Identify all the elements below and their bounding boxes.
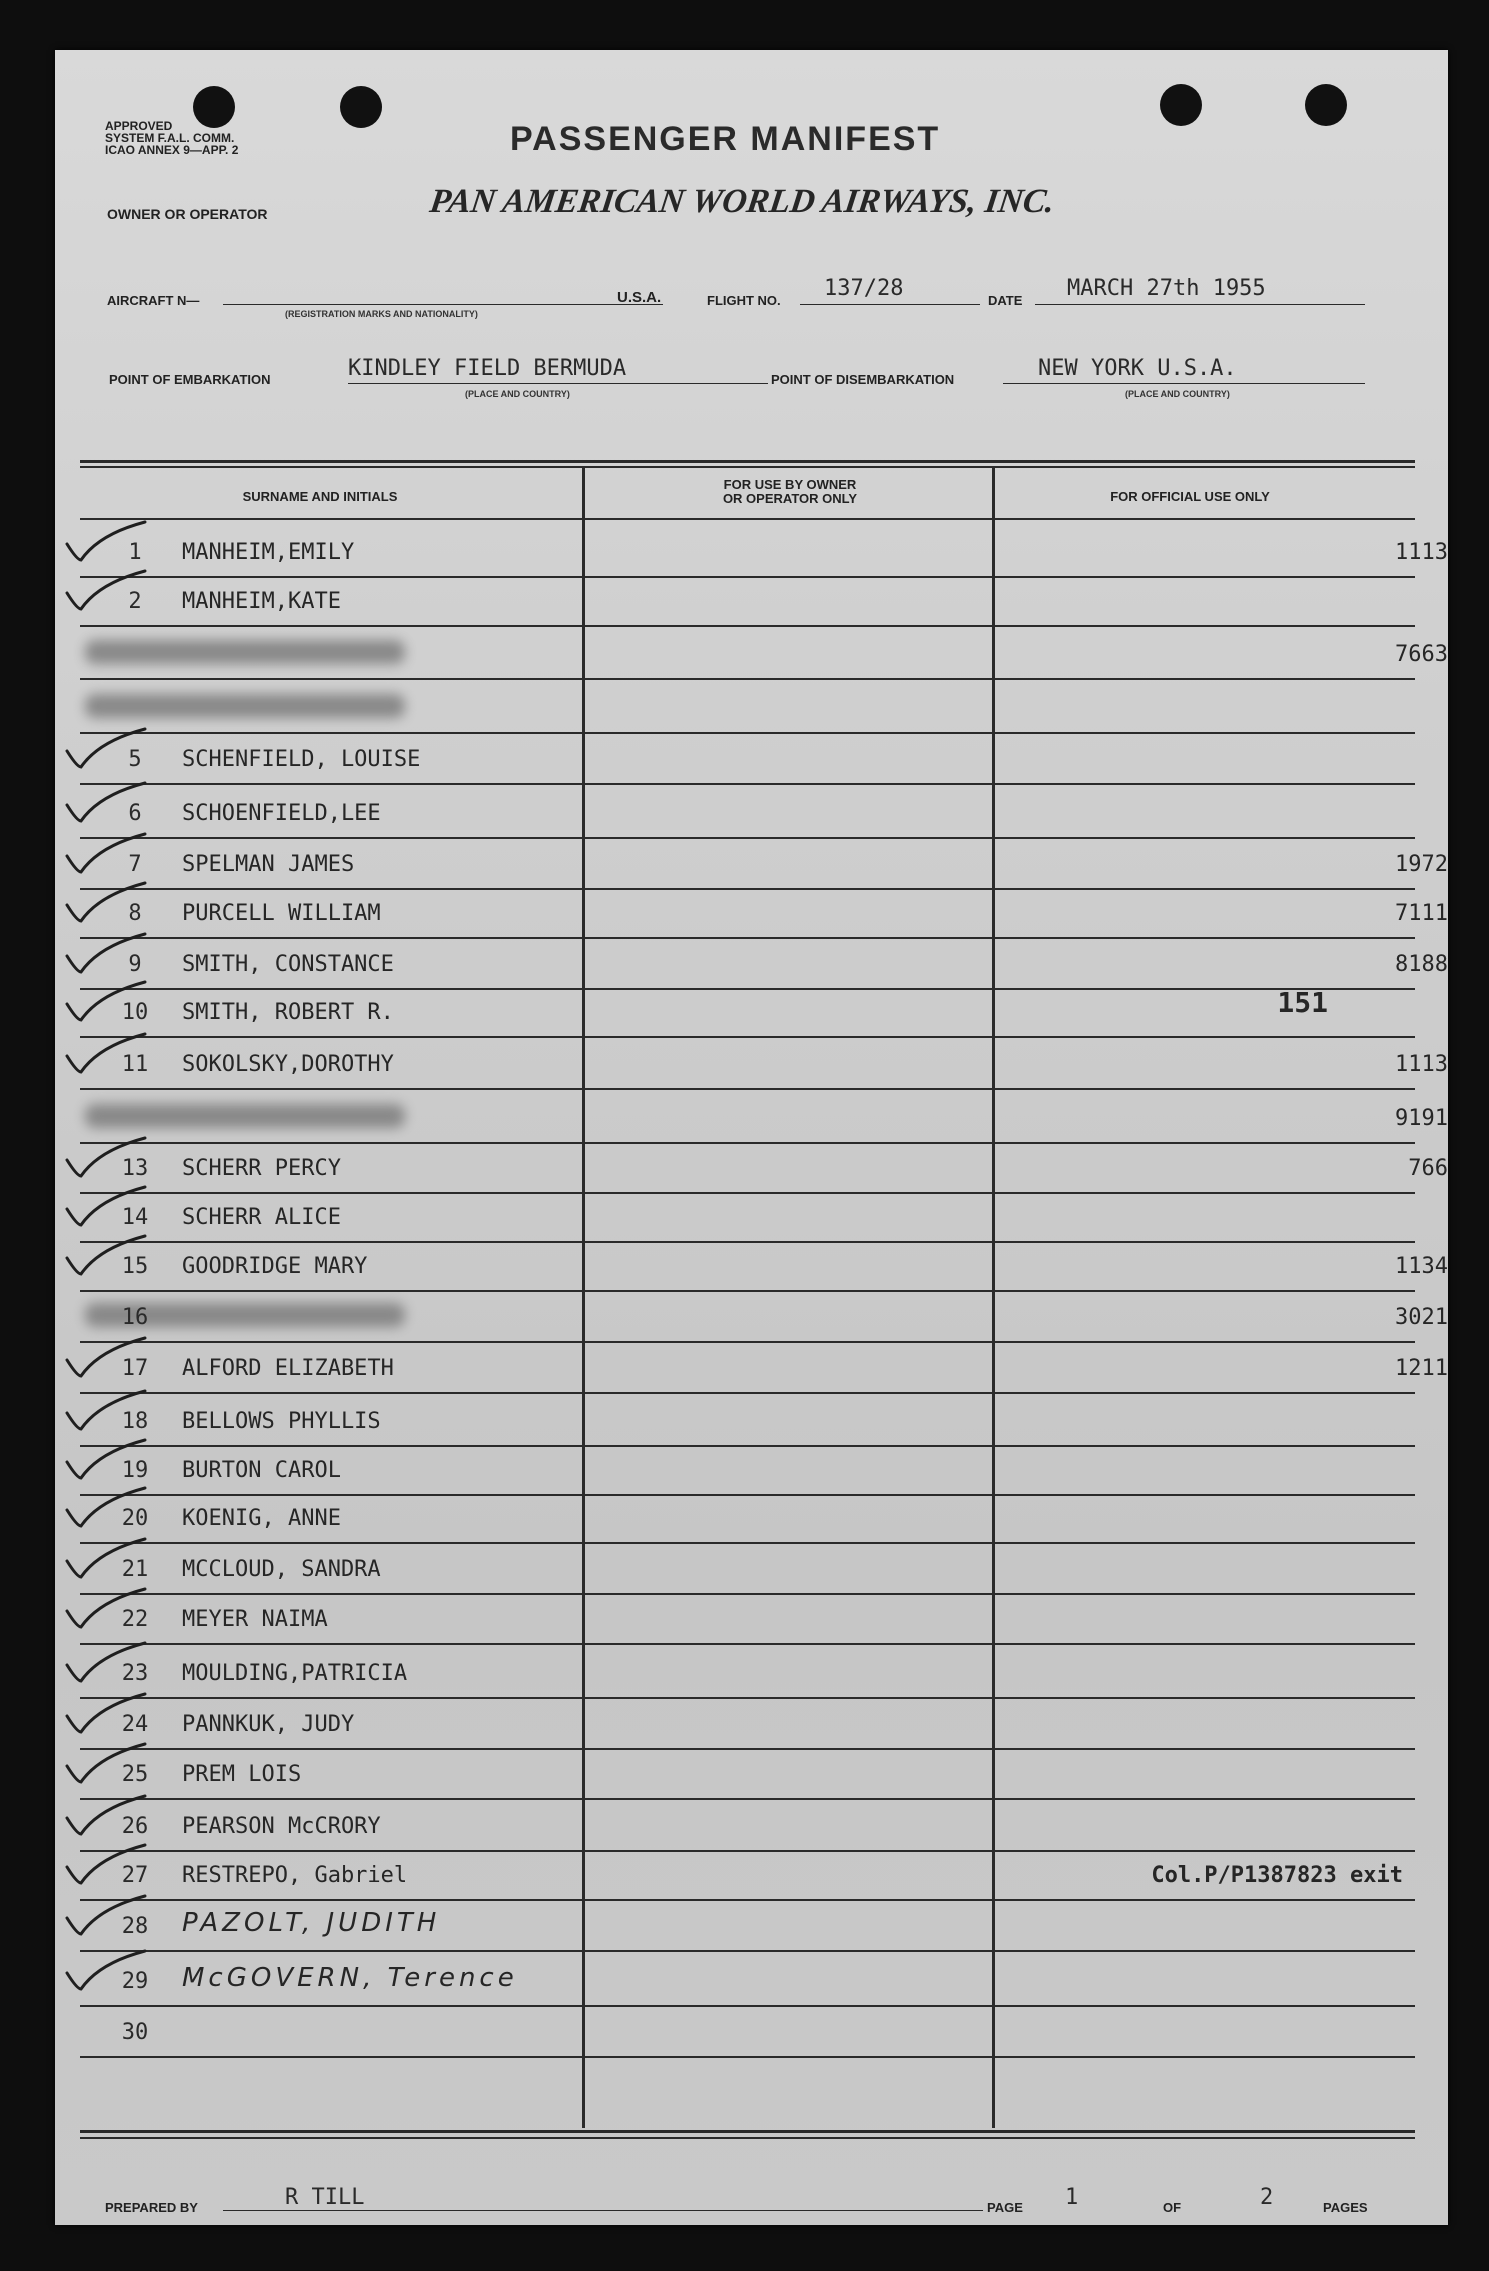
punch-hole: [1160, 84, 1202, 126]
flight-number: 137/28: [824, 276, 904, 301]
row-rule: [80, 1290, 1415, 1292]
date-label: DATE: [988, 293, 1023, 308]
airline-name: PAN AMERICAN WORLD AIRWAYS, INC.: [427, 183, 1057, 220]
passenger-name: PANNKUK, JUDY: [182, 1712, 355, 1737]
passenger-name: GOODRIDGE MARY: [182, 1254, 368, 1279]
punch-hole: [340, 86, 382, 128]
aircraft-label: AIRCRAFT N—: [107, 293, 200, 308]
row-number: 25: [121, 1762, 149, 1787]
row-rule: [80, 1494, 1415, 1496]
row-number: 30: [121, 2020, 149, 2045]
passenger-name: PREM LOIS: [182, 1762, 302, 1787]
row-rule: [80, 1798, 1415, 1800]
passenger-name: MANHEIM,EMILY: [182, 540, 355, 565]
official-entry: Col.P/P1387823 exit: [1151, 1863, 1403, 1888]
row-rule: [80, 837, 1415, 839]
passenger-name: McGOVERN, Terence: [182, 1963, 518, 1993]
row-rule: [80, 1748, 1415, 1750]
row-rule: [80, 1850, 1415, 1852]
official-entry: 8188: [1395, 952, 1448, 977]
pages-label: PAGES: [1323, 2200, 1368, 2215]
row-number: 1: [128, 540, 142, 565]
row-rule: [80, 1593, 1415, 1595]
passenger-name: SCHERR PERCY: [182, 1156, 341, 1181]
table-bottom-rule: [80, 2130, 1415, 2133]
passenger-name: KOENIG, ANNE: [182, 1506, 341, 1531]
flight-date: MARCH 27th 1955: [1067, 276, 1266, 301]
row-rule: [80, 678, 1415, 680]
prepared-line: [223, 2210, 983, 2211]
passenger-name: ALFORD ELIZABETH: [182, 1356, 394, 1381]
passenger-name: SCHERR ALICE: [182, 1205, 341, 1230]
row-number: 5: [128, 747, 142, 772]
row-rule: [80, 1088, 1415, 1090]
passenger-name: SMITH, ROBERT R.: [182, 1000, 394, 1025]
column-header-official: FOR OFFICIAL USE ONLY: [1110, 489, 1270, 504]
row-number: 8: [128, 901, 142, 926]
row-rule: [80, 1192, 1415, 1194]
row-rule: [80, 625, 1415, 627]
page-total: 2: [1260, 2185, 1274, 2210]
official-entry: 151: [1277, 986, 1328, 1019]
passenger-name: SPELMAN JAMES: [182, 852, 355, 877]
row-rule: [80, 732, 1415, 734]
manifest-sheet: [55, 50, 1448, 2225]
disembarkation-label: POINT OF DISEMBARKATION: [771, 372, 955, 387]
header-rule: [80, 518, 1415, 520]
row-number: 23: [121, 1661, 149, 1686]
official-entry: 1972: [1395, 852, 1448, 877]
passenger-name: MOULDING,PATRICIA: [182, 1661, 408, 1686]
redacted-name: [85, 1104, 405, 1128]
passenger-name: PURCELL WILLIAM: [182, 901, 381, 926]
official-entry: 1211: [1395, 1356, 1448, 1381]
table-top-rule: [80, 466, 1415, 468]
approval-note: APPROVED SYSTEM F.A.L. COMM. ICAO ANNEX 9—APP. 2: [105, 119, 239, 157]
official-entry: 1134: [1395, 1254, 1448, 1279]
passenger-name: BURTON CAROL: [182, 1458, 341, 1483]
row-rule: [80, 1392, 1415, 1394]
passenger-name: SCHOENFIELD,LEE: [182, 801, 381, 826]
row-number: 7: [128, 852, 142, 877]
official-entry: 766: [1408, 1156, 1448, 1181]
row-number: 11: [121, 1052, 149, 1077]
embarkation-place: KINDLEY FIELD BERMUDA: [348, 356, 627, 381]
usa-label: U.S.A.: [617, 289, 662, 306]
place-country-note: (PLACE AND COUNTRY): [465, 389, 570, 399]
row-rule: [80, 1899, 1415, 1901]
row-number: 27: [121, 1863, 149, 1888]
prepared-by-name: R TILL: [285, 2185, 365, 2210]
page-title: PASSENGER MANIFEST: [510, 120, 941, 158]
row-rule: [80, 1950, 1415, 1952]
embarkation-line: [348, 383, 768, 384]
row-rule: [80, 2056, 1415, 2058]
row-rule: [80, 1697, 1415, 1699]
flight-label: FLIGHT NO.: [707, 293, 781, 308]
of-label: OF: [1163, 2200, 1182, 2215]
official-entry: 1113: [1395, 540, 1448, 565]
row-number: 26: [121, 1814, 149, 1839]
passenger-name: MCCLOUD, SANDRA: [182, 1557, 381, 1582]
row-number: 10: [121, 1000, 149, 1025]
date-line: [1035, 304, 1365, 305]
row-rule: [80, 2005, 1415, 2007]
table-bottom-rule: [80, 2137, 1415, 2139]
column-header-surname: SURNAME AND INITIALS: [242, 489, 398, 504]
passenger-name: SCHENFIELD, LOUISE: [182, 747, 421, 772]
embarkation-label: POINT OF EMBARKATION: [109, 372, 271, 387]
row-number: 21: [121, 1557, 149, 1582]
passenger-name: SOKOLSKY,DOROTHY: [182, 1052, 394, 1077]
row-rule: [80, 576, 1415, 578]
row-number: 9: [128, 952, 142, 977]
passenger-name: PEARSON McCRORY: [182, 1814, 381, 1839]
row-number: 29: [121, 1969, 149, 1994]
column-header-owner: FOR USE BY OWNER OR OPERATOR ONLY: [722, 477, 858, 506]
row-rule: [80, 1241, 1415, 1243]
passenger-name: SMITH, CONSTANCE: [182, 952, 394, 977]
table-top-rule: [80, 460, 1415, 463]
passenger-name: RESTREPO, Gabriel: [182, 1863, 408, 1888]
row-number: 14: [121, 1205, 149, 1230]
row-number: 18: [121, 1409, 149, 1434]
row-rule: [80, 937, 1415, 939]
row-rule: [80, 1445, 1415, 1447]
row-number: 19: [121, 1458, 149, 1483]
row-rule: [80, 1036, 1415, 1038]
place-country-note: (PLACE AND COUNTRY): [1125, 389, 1230, 399]
row-rule: [80, 1542, 1415, 1544]
punch-hole: [1305, 84, 1347, 126]
page-label: PAGE: [987, 2200, 1023, 2215]
registration-note: (REGISTRATION MARKS AND NATIONALITY): [285, 309, 478, 319]
owner-label: OWNER OR OPERATOR: [107, 206, 268, 222]
column-divider: [582, 468, 585, 2128]
row-rule: [80, 1341, 1415, 1343]
row-rule: [80, 1142, 1415, 1144]
row-number: 6: [128, 801, 142, 826]
disembarkation-line: [1003, 383, 1365, 384]
row-rule: [80, 783, 1415, 785]
row-number: 2: [128, 589, 142, 614]
row-number: 17: [121, 1356, 149, 1381]
row-number: 22: [121, 1607, 149, 1632]
page-number: 1: [1065, 2185, 1079, 2210]
prepared-by-label: PREPARED BY: [105, 2200, 198, 2215]
official-entry: 3021: [1395, 1305, 1448, 1330]
official-entry: 7111: [1395, 901, 1448, 926]
row-number: 15: [121, 1254, 149, 1279]
official-entry: 1113: [1395, 1052, 1448, 1077]
column-divider: [992, 468, 995, 2128]
row-rule: [80, 888, 1415, 890]
passenger-name: PAZOLT, JUDITH: [182, 1908, 441, 1938]
aircraft-line: [223, 304, 663, 305]
row-number: 16: [121, 1305, 149, 1330]
row-number: 20: [121, 1506, 149, 1531]
passenger-name: MANHEIM,KATE: [182, 589, 341, 614]
disembarkation-place: NEW YORK U.S.A.: [1038, 356, 1237, 381]
redacted-name: [85, 640, 405, 664]
redacted-name: [85, 694, 405, 718]
row-number: 13: [121, 1156, 149, 1181]
row-number: 24: [121, 1712, 149, 1737]
row-rule: [80, 1643, 1415, 1645]
passenger-name: BELLOWS PHYLLIS: [182, 1409, 381, 1434]
passenger-name: MEYER NAIMA: [182, 1607, 328, 1632]
row-number: 28: [121, 1914, 149, 1939]
flight-line: [800, 304, 980, 305]
official-entry: 7663: [1395, 642, 1448, 667]
official-entry: 9191: [1395, 1106, 1448, 1131]
